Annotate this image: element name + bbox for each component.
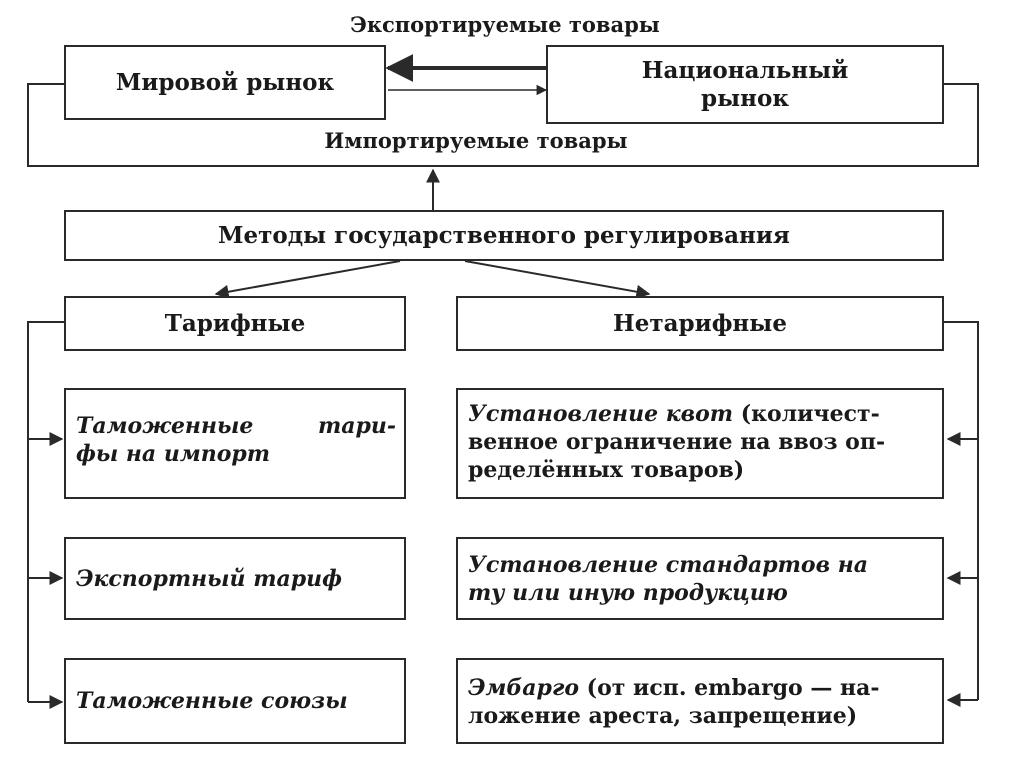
standards-line1: Установление стандартов на xyxy=(468,552,868,578)
nontariff-item-quotas xyxy=(456,388,944,499)
tariff-label: Тарифные xyxy=(164,310,306,337)
quotas-italic: Установление квот xyxy=(468,401,734,427)
national-market-line1: Национальный xyxy=(641,56,849,84)
quotas-line2: венное ограничение на ввоз оп- xyxy=(468,429,886,455)
export-tariff-text: Экспортный тариф xyxy=(76,565,342,592)
customs-tariffs-line1b: тари- xyxy=(317,413,396,439)
customs-tariffs-line1a: Таможенные xyxy=(76,413,254,439)
world-market-label: Мировой рынок xyxy=(115,69,335,96)
nontariff-item-standards xyxy=(456,537,944,620)
nontariff-box xyxy=(456,296,944,351)
export-goods-label: Экспортируемые товары xyxy=(350,12,660,37)
nontariff-item-embargo xyxy=(456,658,944,744)
embargo-line2: ложение ареста, запрещение) xyxy=(468,703,858,729)
tariff-item-customs-unions xyxy=(64,658,406,744)
embargo-line1-rest: (от исп. embargo — на- xyxy=(579,675,880,701)
world-market-box xyxy=(64,45,386,120)
tariff-box xyxy=(64,296,406,351)
national-market-box xyxy=(546,45,944,124)
national-market-line2: рынок xyxy=(701,84,789,112)
customs-unions-text: Таможенные союзы xyxy=(76,688,348,714)
methods-title: Методы государственного регулирования xyxy=(218,222,790,249)
standards-line2: ту или иную продукцию xyxy=(468,580,788,606)
tariff-item-customs-tariffs xyxy=(64,388,406,499)
customs-tariffs-line2: фы на импорт xyxy=(76,441,271,467)
quotas-line1-rest: (количест- xyxy=(733,401,880,427)
tariff-item-export-tariff xyxy=(64,537,406,620)
embargo-italic: Эмбарго xyxy=(468,675,579,701)
quotas-line3: ределённых товаров) xyxy=(468,457,745,483)
import-goods-label: Импортируемые товары xyxy=(324,128,628,153)
nontariff-label: Нетарифные xyxy=(613,310,787,337)
methods-box xyxy=(64,210,944,261)
